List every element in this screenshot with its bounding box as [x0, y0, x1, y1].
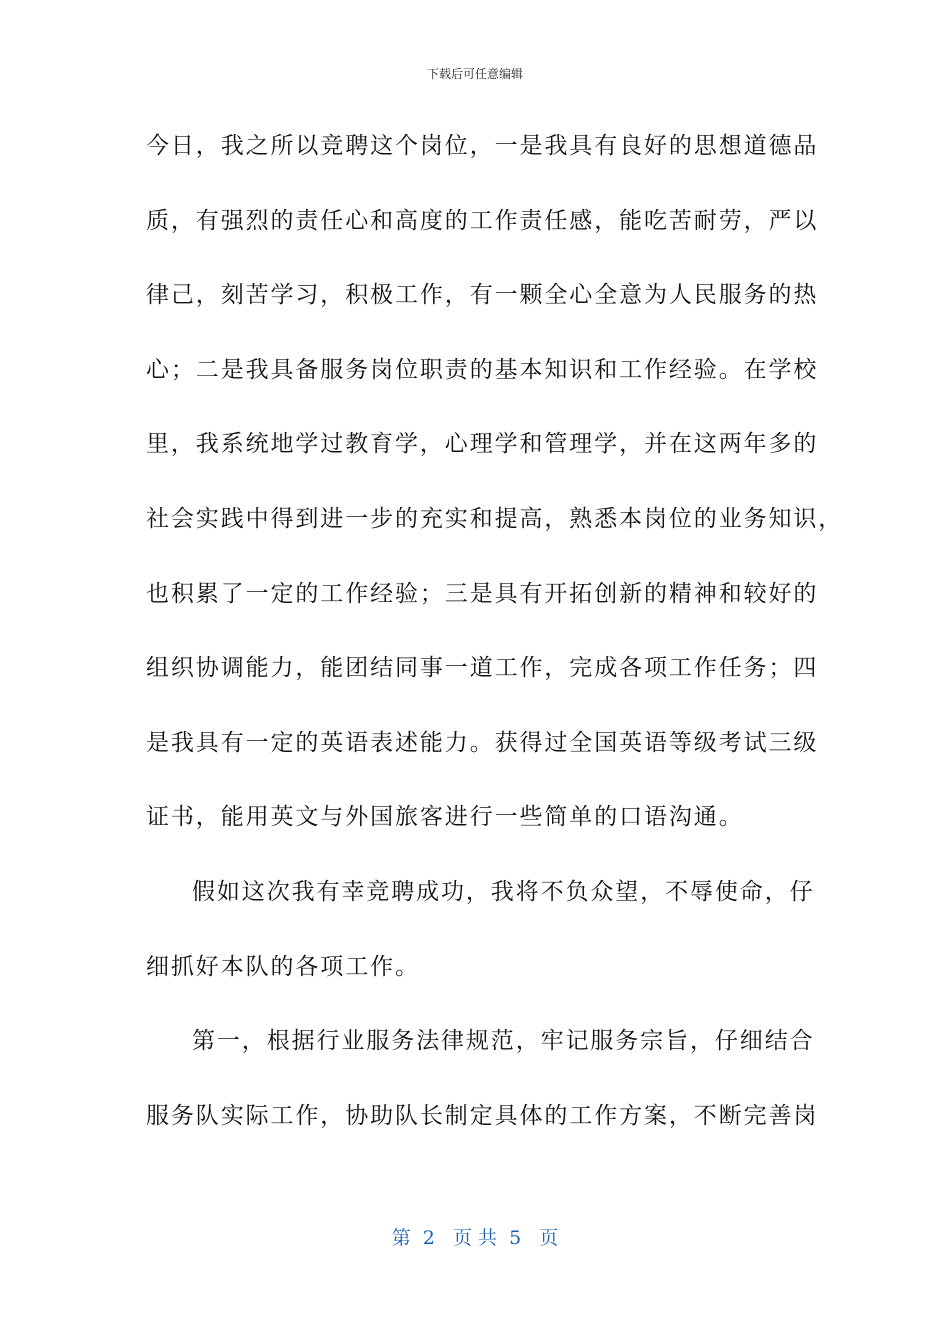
text-line: 律己，刻苦学习，积极工作，有一颗全心全意为人民服务的热: [146, 282, 819, 309]
page-header-note: 下载后可任意编辑: [426, 67, 523, 81]
text-line: 心；二是我具备服务岗位职责的基本知识和工作经验。在学校: [146, 356, 819, 383]
text-line: 质，有强烈的责任心和高度的工作责任感，能吃苦耐劳，严以: [146, 207, 819, 234]
text-line: 里，我系统地学过教育学，心理学和管理学，并在这两年多的: [146, 431, 819, 458]
text-line: 细抓好本队的各项工作。: [146, 953, 420, 980]
text-line: 今日，我之所以竞聘这个岗位，一是我具有良好的思想道德品: [146, 133, 819, 159]
page-number-footer: 第 2 页 共 5 页: [391, 1227, 559, 1249]
paragraph-start-line: 假如这次我有幸竞聘成功，我将不负众望，不辱使命，仔: [192, 878, 815, 905]
text-line: 是我具有一定的英语表述能力。获得过全国英语等级考试三级: [146, 729, 819, 756]
text-line: 证书，能用英文与外国旅客进行一些简单的口语沟通。: [146, 804, 744, 831]
paragraph-start-line: 第一，根据行业服务法律规范，牢记服务宗旨，仔细结合: [192, 1028, 815, 1055]
document-body: [146, 120, 844, 1164]
text-line: 也积累了一定的工作经验；三是具有开拓创新的精神和较好的: [146, 580, 819, 607]
text-line: 社会实践中得到进一步的充实和提高，熟悉本岗位的业务知识，: [146, 505, 844, 532]
text-line: 服务队实际工作，协助队长制定具体的工作方案，不断完善岗: [146, 1102, 819, 1129]
text-line: 组织协调能力，能团结同事一道工作，完成各项工作任务；四: [146, 655, 819, 682]
